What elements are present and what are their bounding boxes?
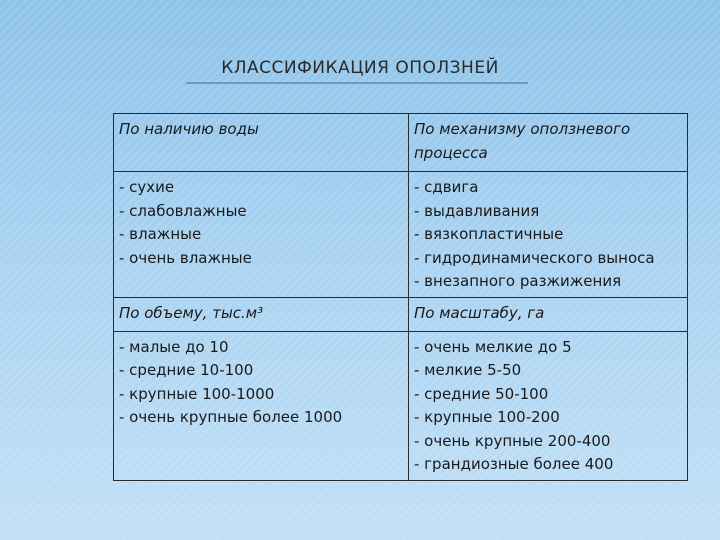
- list-item: - средние 50-100: [414, 384, 549, 403]
- list-item: - слабовлажные: [119, 201, 247, 220]
- table-row: [114, 331, 688, 480]
- classification-table: [113, 113, 688, 481]
- list-item: - очень крупные 200-400: [414, 431, 611, 450]
- header-water-content: По наличию воды: [114, 114, 409, 172]
- list-item: - средние 10-100: [119, 361, 254, 379]
- title-underline: [186, 82, 528, 84]
- list-item: - малые до 10: [119, 337, 229, 356]
- list-item: - грандиозные более 400: [414, 455, 614, 473]
- table-row: [114, 172, 688, 298]
- header-scale: По масштабу, га: [409, 297, 688, 331]
- scale-list: [409, 331, 688, 480]
- list-item: - очень влажные: [119, 248, 252, 267]
- list-item: - очень крупные более 1000: [119, 408, 343, 426]
- mechanism-list: [409, 172, 688, 298]
- list-item: - сдвига: [414, 178, 479, 196]
- volume-list: [114, 331, 409, 480]
- list-item: - крупные 100-1000: [119, 384, 275, 403]
- header-mechanism: По механизму оползневого процесса: [409, 114, 688, 172]
- header-volume: По объему, тыс.м³: [114, 297, 409, 331]
- list-item: - сухие: [119, 178, 175, 196]
- list-item: - гидродинамического выноса: [414, 248, 655, 267]
- table-row: [114, 114, 688, 172]
- table-row: [114, 297, 688, 331]
- list-item: - влажные: [119, 225, 202, 243]
- water-content-list: [114, 172, 409, 298]
- slide-title: КЛАССИФИКАЦИЯ ОПОЛЗНЕЙ: [221, 58, 499, 78]
- list-item: - вязкопластичные: [414, 225, 564, 243]
- list-item: - крупные 100-200: [414, 408, 560, 426]
- list-item: - внезапного разжижения: [414, 272, 622, 290]
- list-item: - мелкие 5-50: [414, 361, 522, 379]
- list-item: - очень мелкие до 5: [414, 337, 572, 356]
- list-item: - выдавливания: [414, 201, 540, 220]
